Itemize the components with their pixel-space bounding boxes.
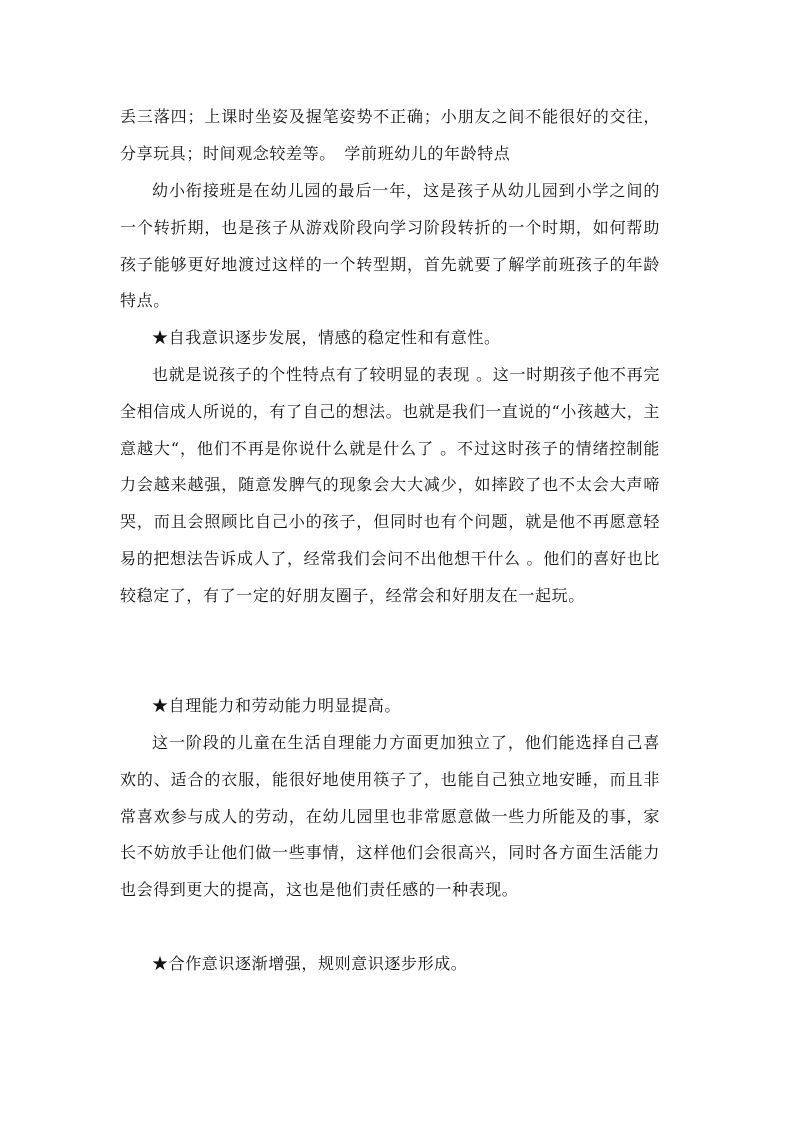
paragraph-intro: 幼小衔接班是在幼儿园的最后一年，这是孩子从幼儿园到小学之间的一个转折期，也是孩子从游戏阶段向学习阶段转折的一个时期，如何帮助孩子能够更好地渡过这样的一个转型期，首先就要了解学前班孩子的年龄特点。 [120, 181, 660, 311]
section-heading-self-care: ★自理能力和劳动能力明显提高。 [152, 696, 402, 715]
section-heading-cooperation: ★合作意识逐渐增强，规则意识逐步形成。 [152, 954, 468, 973]
section-heading-self-awareness: ★自我意识逐步发展，情感的稳定性和有意性。 [152, 328, 501, 347]
paragraph-self-care: 这一阶段的儿童在生活自理能力方面更加独立了，他们能选择自己喜欢的、适合的衣服，能很好地使用筷子了，也能自己独立地安睡，而且非常喜欢参与成人的劳动，在幼儿园里也非常愿意做一些力所能及的事，家长不妨放手让他们做一些事情，这样他们会很高兴，同时各方面生活能力也会得到更大的提高，这也是他们责任感的一种表现。 [120, 733, 660, 900]
paragraph-self-awareness: 也就是说孩子的个性特点有了较明显的表现 。这一时期孩子他不再完全相信成人所说的，有了自己的想法。也就是我们一直说的“小孩越大，主意越大“，他们不再是你说什么就是什么了 。不过这时孩子的情绪控制能力会越来越强，随意发脾气的现象会大大减少，如摔跤了也不太会大声啼哭，而且会照顾比自己小的孩子，但同时也有个问题，就是他不再愿意轻易的把想法告诉成人了，经常我们会问不出他想干什么 。他们的喜好也比较稳定了，有了一定的好朋友圈子，经常会和好朋友在一起玩。 [120, 365, 660, 605]
paragraph-continuation: 丢三落四；上课时坐姿及握笔姿势不正确；小朋友之间不能很好的交往，分享玩具；时间观念较差等。 学前班幼儿的年龄特点 [120, 107, 660, 163]
